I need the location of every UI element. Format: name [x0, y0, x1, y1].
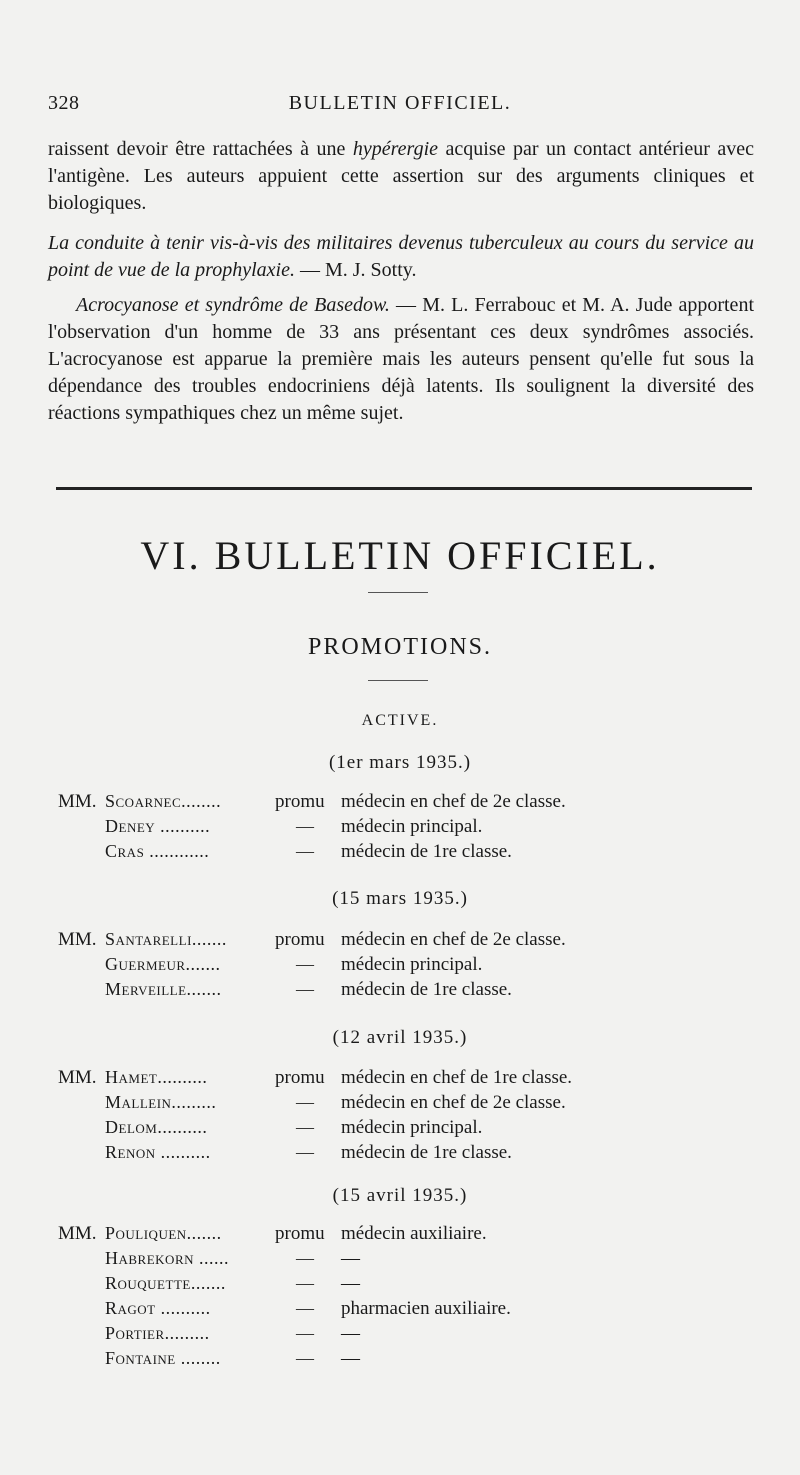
date-heading: (1er mars 1935.)	[328, 752, 472, 773]
promotion-action: promu	[275, 929, 325, 950]
promotion-row	[48, 979, 768, 1003]
promotion-action: —	[296, 841, 314, 861]
promotion-row	[48, 1223, 768, 1247]
promotion-row	[48, 841, 768, 865]
promotion-detail: médecin en chef de 1re classe.	[341, 1067, 573, 1088]
promotion-action: promu	[275, 1223, 325, 1244]
promotion-detail: —	[341, 1323, 360, 1344]
p1-emphasis: hypérergie	[352, 138, 439, 160]
officer-name: Fontaine ........	[105, 1348, 221, 1368]
promotion-action: —	[296, 1092, 314, 1112]
p3-text: — M. L. Ferrabouc et M. A. Jude apportent l'observation d'un homme de 33 ans présentant ces deux syndrômes associés. L'acrocyanose est apparue la première mais les auteurs pensent qu'elle fut sous la dépendance des troubles endocriniens déjà latents. Ils soulignent la diversité des réactions sympathiques chez un même sujet.	[48, 294, 754, 424]
officer-name: Scoarnec........	[105, 791, 222, 811]
mm-label: MM.	[58, 929, 97, 950]
promotion-action: —	[296, 1348, 314, 1368]
promotion-detail: pharmacien auxiliaire.	[341, 1298, 511, 1319]
officer-name: Guermeur.......	[105, 954, 221, 974]
mm-label: MM.	[58, 1223, 97, 1244]
p1-text-b: acquise par un contact antérieur avec l'antigène. Les auteurs appuient cette assertion sur des arguments cliniques et biologiques.	[48, 138, 754, 214]
category-title: ACTIVE.	[361, 712, 439, 729]
section-subtitle: PROMOTIONS.	[307, 634, 493, 660]
officer-name: Pouliquen.......	[105, 1223, 222, 1243]
paragraph-hyperergie	[48, 136, 754, 217]
promotion-detail: médecin en chef de 2e classe.	[341, 929, 566, 950]
promotion-detail: médecin de 1re classe.	[341, 841, 512, 862]
promotion-action: —	[296, 816, 314, 836]
mm-label: MM.	[58, 1067, 97, 1088]
promotion-row	[48, 954, 768, 978]
promotion-detail: médecin principal.	[341, 954, 483, 975]
promotion-row	[48, 816, 768, 840]
promotion-row	[48, 1348, 768, 1372]
promotion-action: —	[296, 1117, 314, 1137]
promotion-detail: médecin de 1re classe.	[341, 979, 512, 1000]
promotion-action: —	[296, 1248, 314, 1268]
officer-name: Ragot ..........	[105, 1298, 211, 1318]
page-number: 328	[48, 92, 80, 114]
officer-name: Delom..........	[105, 1117, 208, 1137]
running-header	[48, 92, 752, 120]
promotion-detail: —	[341, 1273, 360, 1294]
officer-name: Portier.........	[105, 1323, 210, 1343]
paragraph-sotty	[48, 230, 754, 284]
promotion-row	[48, 791, 768, 815]
promotion-detail: —	[341, 1348, 360, 1369]
promotion-action: promu	[275, 1067, 325, 1088]
promotion-action: —	[296, 1323, 314, 1343]
p2-author: — M. J. Sotty.	[294, 259, 417, 281]
officer-name: Habrekorn ......	[105, 1248, 230, 1268]
promotion-detail: —	[341, 1248, 360, 1269]
mm-label: MM.	[58, 791, 97, 812]
officer-name: Hamet..........	[105, 1067, 208, 1087]
promotion-action: —	[296, 979, 314, 999]
promotion-detail: médecin principal.	[341, 816, 483, 837]
officer-name: Deney ..........	[105, 816, 211, 836]
promotion-row	[48, 1117, 768, 1141]
promotion-row	[48, 1248, 768, 1272]
promotion-detail: médecin en chef de 2e classe.	[341, 791, 566, 812]
promotion-action: promu	[275, 791, 325, 812]
officer-name: Rouquette.......	[105, 1273, 226, 1293]
promotion-row	[48, 929, 768, 953]
promotion-detail: médecin de 1re classe.	[341, 1142, 512, 1163]
officer-name: Merveille.......	[105, 979, 222, 999]
short-rule	[368, 592, 428, 593]
section-divider	[56, 487, 752, 490]
promotion-row	[48, 1092, 768, 1116]
officer-name: Cras ............	[105, 841, 210, 861]
date-heading: (15 avril 1935.)	[332, 1185, 468, 1206]
promotion-row	[48, 1067, 768, 1091]
date-heading: (12 avril 1935.)	[332, 1027, 468, 1048]
p1-text-a: raissent devoir être rattachées à une	[48, 138, 353, 160]
officer-name: Santarelli.......	[105, 929, 227, 949]
section-title: VI. BULLETIN OFFICIEL.	[140, 533, 660, 578]
promotion-action: —	[296, 1142, 314, 1162]
p2-article-title: La conduite à tenir vis-à-vis des militaires devenus tuberculeux au cours du service au point de vue de la prophylaxie.	[48, 232, 754, 281]
paragraph-acrocyanose	[48, 292, 754, 427]
promotion-row	[48, 1298, 768, 1322]
p3-article-title: Acrocyanose et syndrôme de Basedow.	[76, 294, 390, 316]
date-heading: (15 mars 1935.)	[332, 888, 468, 909]
promotion-row	[48, 1323, 768, 1347]
promotion-row	[48, 1273, 768, 1297]
promotion-action: —	[296, 1298, 314, 1318]
officer-name: Mallein.........	[105, 1092, 217, 1112]
promotion-action: —	[296, 954, 314, 974]
officer-name: Renon ..........	[105, 1142, 211, 1162]
running-title: BULLETIN OFFICIEL.	[288, 92, 512, 114]
promotion-detail: médecin en chef de 2e classe.	[341, 1092, 566, 1113]
promotion-detail: médecin principal.	[341, 1117, 483, 1138]
short-rule	[368, 680, 428, 681]
promotion-row	[48, 1142, 768, 1166]
promotion-detail: médecin auxiliaire.	[341, 1223, 487, 1244]
promotion-action: —	[296, 1273, 314, 1293]
